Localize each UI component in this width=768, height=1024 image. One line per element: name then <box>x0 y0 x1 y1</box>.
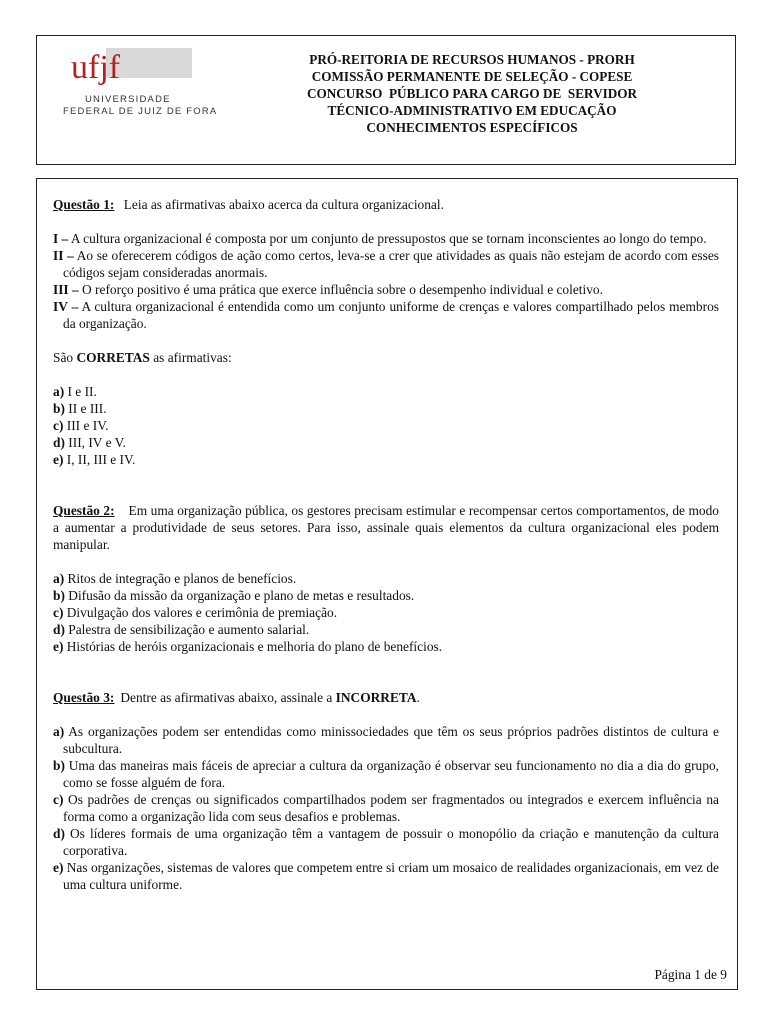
q2-option-b-letter: b) <box>53 588 65 603</box>
content-box <box>36 178 738 990</box>
question-2-label: Questão 2: <box>53 503 115 518</box>
q1-option-c <box>53 417 719 434</box>
q2-option-e-text: Histórias de heróis organizacionais e melhoria do plano de benefícios. <box>63 639 443 654</box>
q3-option-e-letter: e) <box>53 860 64 875</box>
q1-option-e-text: I, II, III e IV. <box>63 452 136 467</box>
q3-option-e <box>53 859 719 893</box>
question-2-prompt: Em uma organização pública, os gestores precisam estimular e recompensar certos comportamentos, de modo a aumentar a produtividade de seus setores. Para isso, assinale quais elementos da cultura organizacional eles podem manipular. <box>53 503 719 552</box>
question-3-prompt-bold: INCORRETA <box>335 690 417 705</box>
header-title <box>222 51 722 136</box>
statement-1-num: I – <box>53 231 69 246</box>
q2-option-b-text: Difusão da missão da organização e plano de metas e resultados. <box>64 588 415 603</box>
logo-caption-line2: FEDERAL DE JUIZ DE FORA <box>63 106 218 117</box>
q1-option-d-text: III, IV e V. <box>64 435 126 450</box>
header-line-5: CONHECIMENTOS ESPECÍFICOS <box>366 120 578 135</box>
q2-option-b <box>53 587 719 604</box>
logo-caption <box>63 94 217 118</box>
question-1-prompt: Leia as afirmativas abaixo acerca da cultura organizacional. <box>123 197 444 212</box>
q1-option-b <box>53 400 719 417</box>
header-line-4: TÉCNICO-ADMINISTRATIVO EM EDUCAÇÃO <box>327 103 617 118</box>
q1-option-a-letter: a) <box>53 384 65 399</box>
q3-option-b-letter: b) <box>53 758 65 773</box>
question-1-title <box>53 196 719 213</box>
logo-wordmark: ufjf <box>71 49 121 86</box>
ask-bold: CORRETAS <box>76 350 150 365</box>
q3-option-c-letter: c) <box>53 792 64 807</box>
q2-option-a-text: Ritos de integração e planos de benefícios. <box>64 571 297 586</box>
statement-3-text: O reforço positivo é uma prática que exerce influência sobre o desempenho individual e coletivo. <box>78 282 603 297</box>
q1-option-b-letter: b) <box>53 401 65 416</box>
ask-pre: São <box>53 350 77 365</box>
q1-option-c-letter: c) <box>53 418 64 433</box>
q3-option-a-text: As organizações podem ser entendidas como minissociedades que têm os seus próprios padrões distintos de cultura e subcultura. <box>63 724 719 756</box>
q2-option-a <box>53 570 719 587</box>
q3-option-d-text: Os líderes formais de uma organização têm a vantagem de possuir o monopólio da criação e manutenção da cultura corporativa. <box>63 826 719 858</box>
questions <box>53 196 719 893</box>
q3-option-a-letter: a) <box>53 724 65 739</box>
q3-option-d-letter: d) <box>53 826 65 841</box>
question-2-title <box>53 502 719 553</box>
q2-option-e <box>53 638 719 655</box>
q1-option-b-text: II e III. <box>64 401 107 416</box>
question-3-prompt-post: . <box>416 690 420 705</box>
q2-option-a-letter: a) <box>53 571 65 586</box>
q2-option-d-text: Palestra de sensibilização e aumento salarial. <box>64 622 310 637</box>
statement-2-num: II – <box>53 248 74 263</box>
q3-option-c-text: Os padrões de crenças ou significados compartilhados podem ser fragmentados ou integrados e exercem influência na forma como a organização lida com seus desafios e problemas. <box>63 792 719 824</box>
statement-2 <box>53 247 719 281</box>
statement-1 <box>53 230 719 247</box>
q2-option-c <box>53 604 719 621</box>
q2-option-d-letter: d) <box>53 622 65 637</box>
q2-option-e-letter: e) <box>53 639 64 654</box>
statement-4 <box>53 298 719 332</box>
statement-1-text: A cultura organizacional é composta por um conjunto de pressupostos que se tornam inconscientes ao longo do tempo. <box>68 231 707 246</box>
question-3-title <box>53 689 719 706</box>
q3-option-d <box>53 825 719 859</box>
header-box <box>36 35 736 165</box>
q1-option-e <box>53 451 719 468</box>
q2-option-d <box>53 621 719 638</box>
q1-option-a-text: I e II. <box>64 384 97 399</box>
header-line-3: CONCURSO PÚBLICO PARA CARGO DE SERVIDOR <box>306 86 638 101</box>
q1-option-c-text: III e IV. <box>63 418 109 433</box>
page-number: Página 1 de 9 <box>654 967 727 982</box>
statement-4-text: A cultura organizacional é entendida como um conjunto uniforme de crenças e valores compartilhado pelos membros da organização. <box>63 299 719 331</box>
q3-option-b <box>53 757 719 791</box>
statement-3-num: III – <box>53 282 79 297</box>
ufjf-logo-mark <box>51 44 201 94</box>
q3-option-b-text: Uma das maneiras mais fáceis de apreciar a cultura da organização é observar seu funcionamento no dia a dia do grupo, como se fosse alguém de fora. <box>63 758 719 790</box>
statement-3 <box>53 281 719 298</box>
q2-option-c-text: Divulgação dos valores e cerimônia de premiação. <box>63 605 338 620</box>
question-3-prompt-pre: Dentre as afirmativas abaixo, assinale a <box>120 690 336 705</box>
question-1-ask <box>53 349 719 366</box>
statement-2-text: Ao se oferecerem códigos de ação como certos, leva-se a crer que atividades as quais não estejam de acordo com esses códigos sejam consideradas anormais. <box>63 248 720 280</box>
header-line-1: PRÓ-REITORIA DE RECURSOS HUMANOS - PRORH <box>309 52 635 67</box>
q1-option-a <box>53 383 719 400</box>
q1-option-e-letter: e) <box>53 452 64 467</box>
q1-option-d-letter: d) <box>53 435 65 450</box>
ask-post: as afirmativas: <box>149 350 232 365</box>
logo-caption-line1: UNIVERSIDADE <box>85 94 171 105</box>
q2-option-c-letter: c) <box>53 605 64 620</box>
q3-option-a <box>53 723 719 757</box>
header-line-2: COMISSÃO PERMANENTE DE SELEÇÃO - COPESE <box>311 69 633 84</box>
statement-4-num: IV – <box>53 299 79 314</box>
q1-option-d <box>53 434 719 451</box>
ufjf-logo <box>51 44 218 117</box>
question-1-label: Questão 1: <box>53 197 115 212</box>
q3-option-c <box>53 791 719 825</box>
question-3-label: Questão 3: <box>53 690 115 705</box>
q3-option-e-text: Nas organizações, sistemas de valores que competem entre si criam um mosaico de realidades organizacionais, em vez de uma cultura uniforme. <box>63 860 719 892</box>
